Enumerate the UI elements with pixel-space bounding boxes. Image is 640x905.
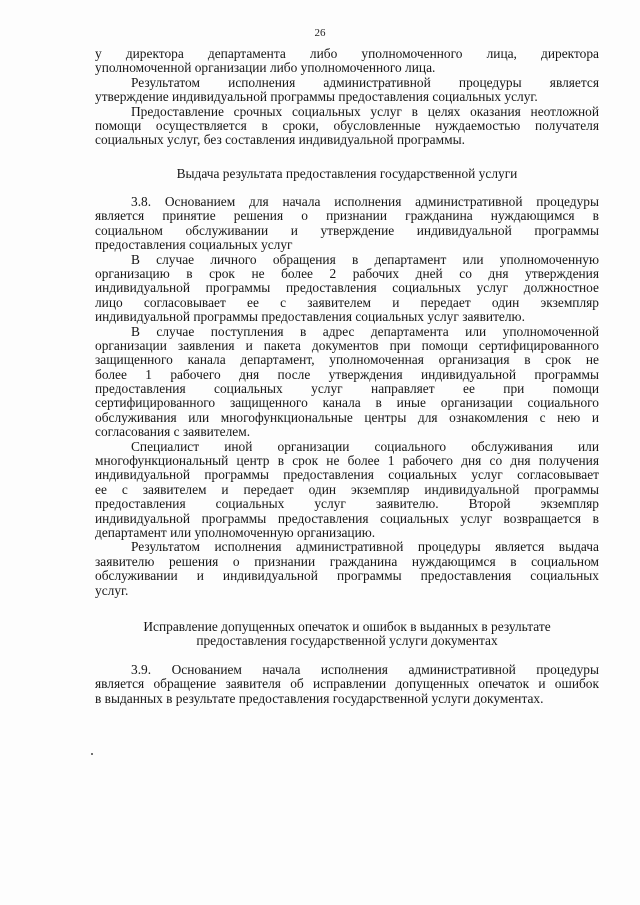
text-line: обслуживании и индивидуальной программы предоставления социальных — [95, 568, 599, 584]
paragraph — [95, 325, 599, 440]
bottom-section — [95, 663, 599, 706]
paragraph — [95, 540, 599, 598]
paragraph — [95, 663, 599, 706]
text-line: В случае личного обращения в департамент или уполномоченную — [131, 251, 599, 267]
text-line: согласования с заявителем. — [95, 424, 251, 440]
text-line: у директора департамента либо уполномоченного лица, директора — [95, 46, 599, 61]
text-line: уполномоченной организации либо уполномоченного лица. — [95, 60, 436, 76]
text-line: в выданных в результате предоставления государственной услуги документах. — [95, 690, 544, 706]
top-section — [95, 47, 599, 148]
text-line: сертифицированного защищенного канала в иные организации социального — [95, 395, 599, 411]
heading-text: Исправление допущенных опечаток и ошибок в выданных в результате — [143, 619, 551, 634]
text-line: является принятие решения о признании гражданина нуждающимся в — [95, 208, 599, 224]
mid-section — [95, 195, 599, 598]
text-line: обслуживания или многофункциональные центры для ознакомления с нею и — [95, 409, 599, 425]
text-line: Специалист иной организации социального обслуживания или — [131, 438, 599, 454]
text-line: защищенного канала департамент, уполномоченная организация в срок не — [95, 352, 599, 368]
text-line: более 1 рабочего дня после утверждения индивидуальной программы — [95, 366, 599, 382]
heading-text: Выдача результата предоставления государственной услуги — [176, 166, 518, 181]
heading-text: предоставления государственной услуги документах — [196, 633, 498, 649]
paragraph — [95, 195, 599, 253]
text-line: помощи осуществляется в сроки, обусловленные нуждаемостью получателя — [95, 117, 599, 133]
text-line: многофункциональный центр в срок не более 1 рабочего дня со дня получения — [95, 453, 599, 469]
paragraph — [95, 76, 599, 105]
text-line: Результатом исполнения административной процедуры является — [131, 74, 599, 90]
text-line: заявителю решения о признании гражданина нуждающимся в социальном — [95, 553, 599, 569]
paragraph — [95, 105, 599, 148]
text-line: Предоставление срочных социальных услуг в целях оказания неотложной — [131, 103, 599, 119]
text-line: лицо согласовывает ее с заявителем и передает один экземпляр — [95, 294, 599, 310]
text-line: индивидуальной программы предоставления социальных услуг заявителю. — [95, 309, 525, 325]
text-line: социальных услуг, без составления индивидуальной программы. — [95, 132, 465, 148]
text-line: В случае поступления в адрес департамента или уполномоченной — [131, 323, 599, 339]
scan-speck — [91, 753, 93, 755]
text-line: Результатом исполнения административной процедуры является выдача — [131, 539, 599, 555]
paragraph — [95, 253, 599, 325]
section-heading — [95, 167, 599, 181]
paragraph — [95, 440, 599, 541]
text-line: индивидуальной программы предоставления социальных услуг возвращается в — [95, 510, 599, 526]
text-line: является обращение заявителя об исправлении допущенных опечаток и ошибок — [95, 676, 599, 692]
paragraph — [95, 47, 599, 76]
text-line: услуг. — [95, 582, 129, 598]
text-line: предоставления социальных услуг направляет ее при помощи — [95, 381, 599, 397]
text-line: социальном обслуживании и утверждение индивидуальной программы — [95, 222, 599, 238]
text-line: 3.8. Основанием для начала исполнения административной процедуры — [131, 194, 599, 209]
text-line: предоставления социальных услуг — [95, 237, 293, 253]
section-heading — [95, 620, 599, 649]
text-line: утверждение индивидуальной программы предоставления социальных услуг. — [95, 89, 538, 105]
text-line: организацию в срок не более 2 рабочих дней со дня утверждения — [95, 265, 599, 281]
page-number: 26 — [314, 27, 326, 39]
text-line: 3.9. Основанием начала исполнения административной процедуры — [131, 662, 599, 677]
text-line: индивидуальной программы предоставления социальных услуг согласовывает — [95, 467, 599, 483]
text-line: предоставления социальных услуг заявителю. Второй экземпляр — [95, 496, 599, 512]
text-line: индивидуальной программы предоставления социальных услуг должностное — [95, 280, 599, 296]
text-line: департамент или уполномоченную организацию. — [95, 524, 376, 540]
text-line: организации заявления и пакета документов при помощи сертифицированного — [95, 337, 599, 353]
text-line: ее с заявителем и передает один экземпляр индивидуальной программы — [95, 481, 599, 497]
